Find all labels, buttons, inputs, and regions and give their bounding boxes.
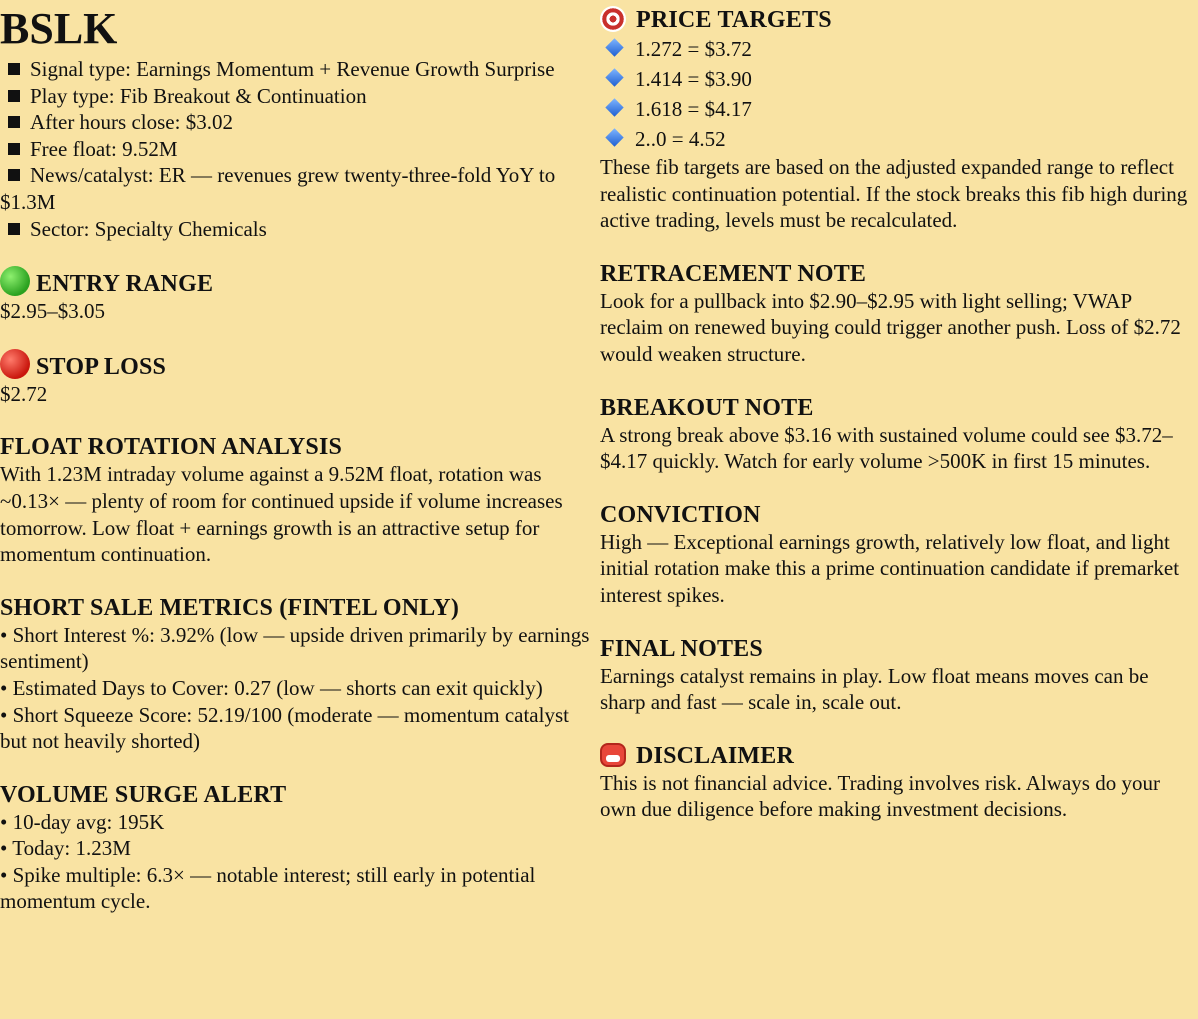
square-bullet-icon — [8, 116, 20, 128]
conviction-body: High — Exceptional earnings growth, relatively low float, and light initial rotation make this a prime continuation candidate if premarket interest spikes. — [600, 529, 1180, 607]
blue-diamond-icon — [605, 128, 623, 146]
final-notes-heading: FINAL NOTES — [600, 635, 763, 662]
summary-item: Signal type: Earnings Momentum + Revenue Growth Surprise — [0, 56, 596, 83]
breakout-body: A strong break above $3.16 with sustained volume could see $3.72–$4.17 quickly. Watch for early volume >500K in first 15 minutes. — [600, 422, 1173, 474]
volume-surge-item: • Spike multiple: 6.3× — notable interest; still early in potential momentum cycle. — [0, 862, 536, 914]
volume-surge-item: • Today: 1.23M — [0, 836, 131, 861]
summary-list — [0, 56, 596, 242]
volume-surge-heading: VOLUME SURGE ALERT — [0, 781, 287, 808]
float-rotation-body: With 1.23M intraday volume against a 9.52M float, rotation was ~0.13× — plenty of room for continued upside if volume increases tomorrow. Low float + earnings growth is an attractive setup for momentum continuation. — [0, 462, 563, 567]
retracement-heading: RETRACEMENT NOTE — [600, 260, 867, 287]
alarm-icon — [600, 743, 626, 767]
disclaimer-body: This is not financial advice. Trading involves risk. Always do your own due diligence before making investment decisions. — [600, 770, 1160, 822]
target-icon — [600, 6, 626, 32]
blue-diamond-icon — [605, 98, 623, 116]
blue-diamond-icon — [605, 68, 623, 86]
final-notes-body: Earnings catalyst remains in play. Low float means moves can be sharp and fast — scale in, scale out. — [600, 663, 1149, 715]
short-sale-item: • Short Interest %: 3.92% (low — upside driven primarily by earnings sentiment) — [0, 622, 590, 674]
square-bullet-icon — [8, 223, 20, 235]
square-bullet-icon — [8, 143, 20, 155]
short-sale-item: • Estimated Days to Cover: 0.27 (low — shorts can exit quickly) — [0, 675, 543, 700]
entry-range-value: $2.95–$3.05 — [0, 299, 105, 324]
price-targets-heading: PRICE TARGETS — [600, 6, 1196, 34]
entry-range-heading: ENTRY RANGE — [0, 266, 596, 298]
blue-diamond-icon — [605, 38, 623, 56]
square-bullet-icon — [8, 63, 20, 75]
square-bullet-icon — [8, 169, 20, 181]
summary-item: Sector: Specialty Chemicals — [0, 216, 596, 243]
square-bullet-icon — [8, 90, 20, 102]
price-target-item: 1.272 = $3.72 — [600, 34, 1196, 64]
price-target-item: 2..0 = 4.52 — [600, 124, 1196, 154]
red-circle-icon — [0, 349, 30, 379]
green-circle-icon — [0, 266, 30, 296]
breakout-heading: BREAKOUT NOTE — [600, 394, 814, 421]
disclaimer-heading: DISCLAIMER — [600, 742, 1196, 770]
summary-item: Free float: 9.52M — [0, 136, 596, 163]
stop-loss-heading: STOP LOSS — [0, 349, 596, 381]
summary-item: After hours close: $3.02 — [0, 109, 596, 136]
summary-item: Play type: Fib Breakout & Continuation — [0, 83, 596, 110]
retracement-body: Look for a pullback into $2.90–$2.95 with light selling; VWAP reclaim on renewed buying could trigger another push. Loss of $2.72 would weaken structure. — [600, 288, 1181, 366]
volume-surge-item: • 10-day avg: 195K — [0, 809, 165, 834]
conviction-heading: CONVICTION — [600, 501, 761, 528]
price-target-item: 1.414 = $3.90 — [600, 64, 1196, 94]
float-rotation-heading: FLOAT ROTATION ANALYSIS — [0, 434, 343, 461]
price-targets-note: These fib targets are based on the adjusted expanded range to reflect realistic continuation potential. If the stock breaks this fib high during active trading, levels must be recalculated. — [600, 155, 1188, 233]
left-column — [0, 0, 596, 915]
price-target-item: 1.618 = $4.17 — [600, 94, 1196, 124]
right-column — [600, 0, 1196, 823]
summary-item: News/catalyst: ER — revenues grew twenty-three-fold YoY to $1.3M — [0, 163, 556, 214]
stop-loss-value: $2.72 — [0, 381, 48, 406]
short-sale-item: • Short Squeeze Score: 52.19/100 (moderate — momentum catalyst but not heavily shorted) — [0, 702, 569, 754]
short-sale-heading: SHORT SALE METRICS (FINTEL ONLY) — [0, 594, 460, 621]
ticker-title: BSLK — [0, 4, 118, 53]
